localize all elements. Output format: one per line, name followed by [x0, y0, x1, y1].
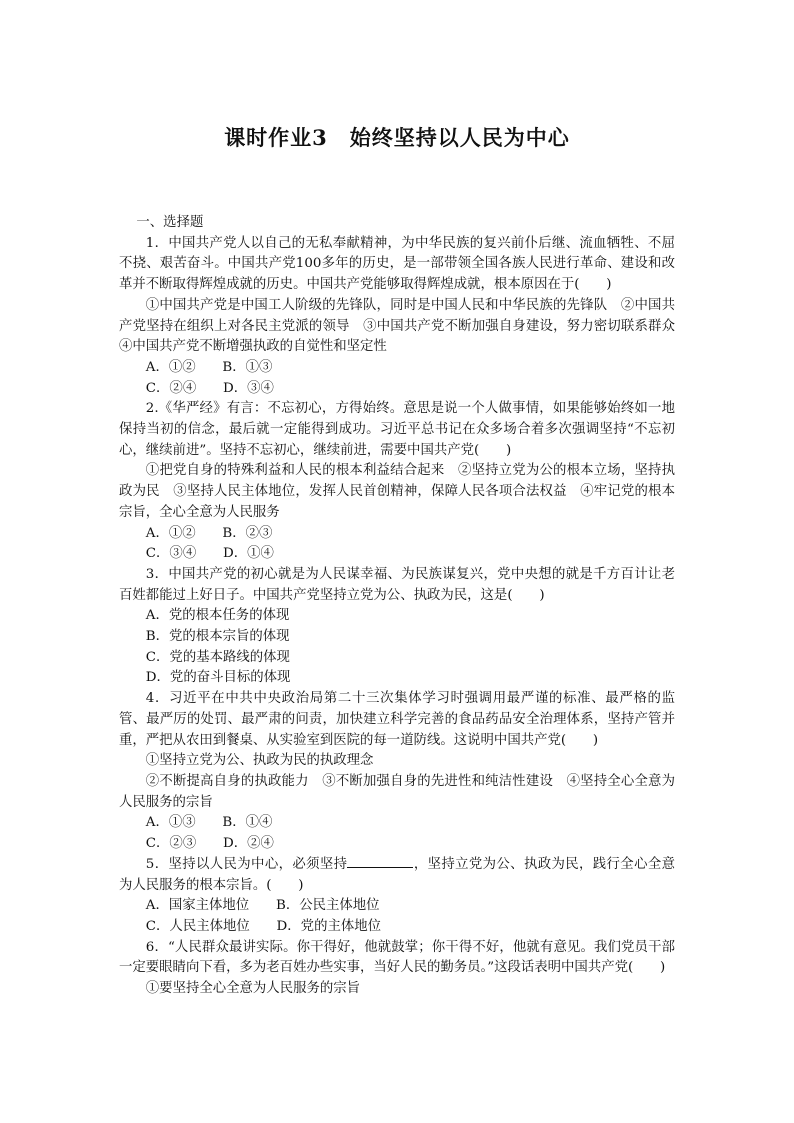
question-5-stem: [119, 855, 675, 896]
section-heading: 一、选择题: [136, 215, 204, 230]
question-2-options-row-1: A．①② B．②③: [145, 525, 273, 541]
question-4-options-row-1: A．①③ B．①④: [145, 815, 273, 831]
question-4-item-1: ①坚持立党为公、执政为民的执政理念: [145, 753, 374, 769]
question-5-stem-start: 5．坚持以人民为中心，必须坚持: [145, 856, 348, 872]
question-1-items: ①中国共产党是中国工人阶级的先锋队，同时是中国人民和中华民族的先锋队 ②中国共产党坚持在组织上对各民主党派的领导 ③中国共产党不断加强自身建设，努力密切联系群众 ④中国共产党不断增强执政的自觉性和坚定性: [119, 297, 689, 355]
question-6-stem: 6．“人民群众最讲实际。你干得好，他就鼓掌；你干得不好，他就有意见。我们党员干部一定要眼睛向下看，多为老百姓办些实事，当好人民的勤务员。”这段话表明中国共产党( ): [119, 939, 675, 976]
question-5-options-row-1: A．国家主体地位 B．公民主体地位: [145, 898, 380, 914]
question-2-stem: 2.《华严经》有言：不忘初心，方得始终。意思是说一个人做事情，如果能够始终如一地保持当初的信念，最后就一定能得到成功。习近平总书记在众多场合着多次强调坚持“不忘初心，继续前进”。坚持不忘初心，继续前进，需要中国共产党( ): [119, 401, 675, 458]
question-6-item-1: ①要坚持全心全意为人民服务的宗旨: [145, 981, 361, 997]
question-3-option-b: B．党的根本宗旨的体现: [145, 629, 290, 645]
question-1-options-row-1: A．①② B．①③: [145, 359, 273, 375]
question-4-options-row-2: C．②③ D．②④: [145, 836, 274, 852]
question-5-options-row-2: C．人民主体地位 D．党的主体地位: [145, 918, 382, 934]
question-list: [119, 213, 689, 1000]
question-3-option-a: A．党的根本任务的体现: [145, 608, 290, 624]
question-4-stem: 4．习近平在中共中央政治局第二十三次集体学习时强调用最严谨的标准、最严格的监管、最严厉的处罚、最严肃的问责，加快建立科学完善的食品药品安全治理体系，坚持产管并重，严把从农田到餐桌、从实验室到医院的每一道防线。这说明中国共产党( ): [119, 691, 675, 748]
answer-blank: [347, 855, 413, 868]
question-4-items: ②不断提高自身的执政能力 ③不断加强自身的先进性和纯洁性建设 ④坚持全心全意为人民服务的宗旨: [119, 773, 675, 810]
question-3-option-d: D．党的奋斗目标的体现: [145, 670, 291, 686]
question-3-stem: 3．中国共产党的初心就是为人民谋幸福、为民族谋复兴，党中央想的就是千方百计让老百姓都能过上好日子。中国共产党坚持立党为公、执政为民，这是( ): [119, 566, 675, 603]
question-1-options-row-2: C．②④ D．③④: [145, 380, 274, 396]
question-2-options-row-2: C．③④ D．①④: [145, 546, 274, 562]
question-2-items: ①把党自身的特殊利益和人民的根本利益结合起来 ②坚持立党为公的根本立场，坚持执政为民 ③坚持人民主体地位，发挥人民首创精神，保障人民各项合法权益 ④牢记党的根本宗旨，全心全意为人民服务: [119, 463, 675, 520]
page-title: 课时作业3 始终坚持以人民为中心: [224, 125, 570, 150]
question-3-option-c: C．党的基本路线的体现: [145, 649, 290, 665]
question-1-stem: 1．中国共产党人以自己的无私奉献精神，为中华民族的复兴前仆后继、流血牺牲、不屈不挠、艰苦奋斗。中国共产党100多年的历史，是一部带领全国各族人民进行革命、建设和改革并不断取得辉煌成就的历史。中国共产党能够取得辉煌成就，根本原因在于( ): [119, 235, 675, 293]
question-5-stem-end: ，坚持立党为公、执政为民，践行全心全意为人民服务的根本宗旨。( ): [119, 856, 676, 893]
